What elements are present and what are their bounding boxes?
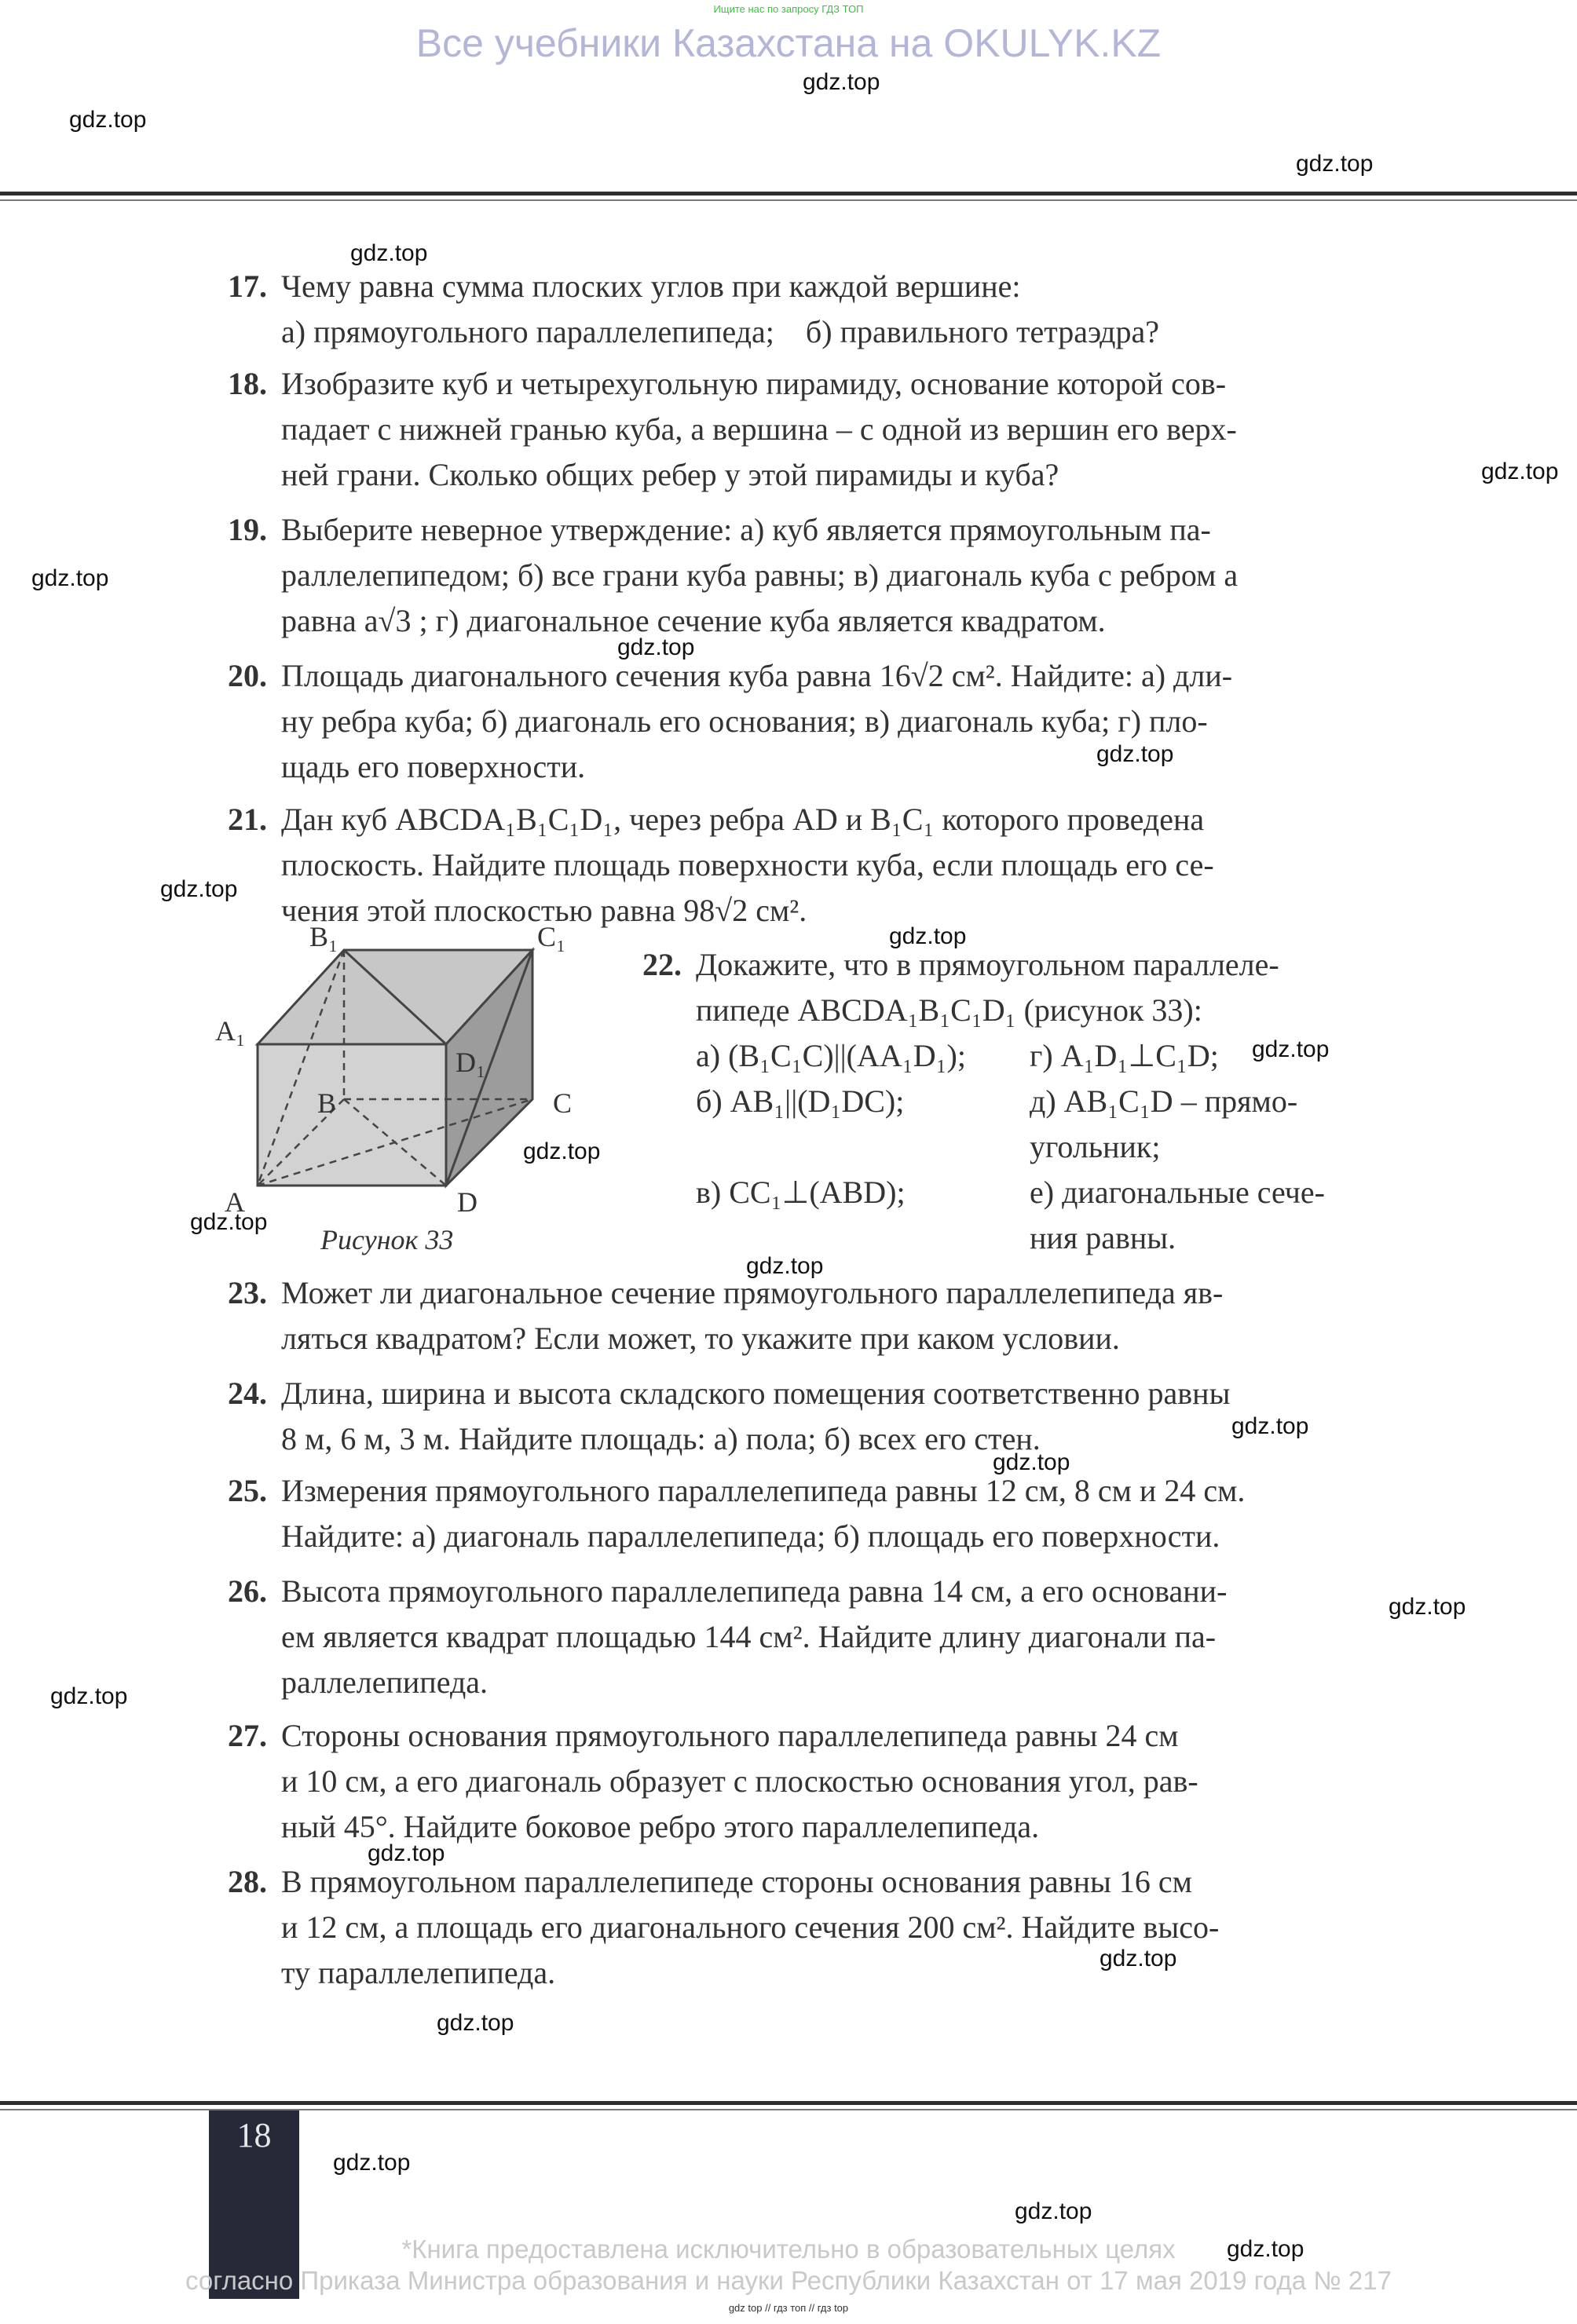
problem-number: 24. xyxy=(228,1376,267,1411)
watermark: gdz.top xyxy=(1100,1946,1177,1971)
problem-line: равна a√3 ; г) диагональное сечение куба является квадратом. xyxy=(281,603,1106,638)
figure-caption: Рисунок 33 xyxy=(320,1224,454,1255)
header-rule xyxy=(0,192,1577,195)
problem-19 xyxy=(228,507,1370,644)
problem-number: 19. xyxy=(228,512,267,547)
watermark: gdz.top xyxy=(31,565,109,591)
problem-17 xyxy=(228,264,1370,355)
label-B: B xyxy=(317,1087,337,1119)
label-A1: A₁ xyxy=(215,1015,246,1047)
watermark: gdz.top xyxy=(368,1840,445,1866)
watermark: gdz.top xyxy=(190,1209,268,1235)
problem-line: Площадь диагонального сечения куба равна 16√2 см². Найдите: а) дли- xyxy=(281,658,1233,693)
problem-line: и 12 см, а площадь его диагонального сечения 200 см². Найдите высо- xyxy=(281,1909,1220,1945)
bottom-note: gdz top // гдз топ // гдз top xyxy=(728,2302,849,2314)
watermark: gdz.top xyxy=(1096,741,1174,767)
problem-28 xyxy=(228,1859,1370,1996)
footer-note-line1: *Книга предоставлена исключительно в образовательных целях xyxy=(401,2234,1176,2264)
top-note: Ищите нас по запросу ГДЗ ТОП xyxy=(713,3,864,15)
problem-18 xyxy=(228,361,1370,498)
watermark: gdz.top xyxy=(803,69,880,95)
item: в) CC₁⊥(ABD); xyxy=(696,1175,906,1210)
problem-line: ней грани. Сколько общих ребер у этой пирамиды и куба? xyxy=(281,457,1059,492)
watermark: gdz.top xyxy=(617,634,695,660)
problem-22 xyxy=(642,942,1373,1261)
problem-line: Длина, ширина и высота складского помещения соответственно равны xyxy=(281,1376,1231,1411)
site-title[interactable]: Все учебники Казахстана на OKULYK.KZ xyxy=(415,21,1162,65)
problem-line: ный 45°. Найдите боковое ребро этого параллелепипеда. xyxy=(281,1809,1040,1844)
problem-line: Изобразите куб и четырехугольную пирамиду, основание которой сов- xyxy=(281,366,1227,401)
item: угольник; xyxy=(1030,1129,1161,1164)
problem-number: 28. xyxy=(228,1864,267,1899)
problem-line: пипеде ABCDA₁B₁C₁D₁ (рисунок 33): xyxy=(696,992,1202,1028)
watermark: gdz.top xyxy=(746,1253,824,1279)
problem-line: Высота прямоугольного параллелепипеда равна 14 см, а его основани- xyxy=(281,1573,1228,1609)
label-B1: B₁ xyxy=(309,923,338,952)
watermark: gdz.top xyxy=(1296,151,1374,177)
watermark: gdz.top xyxy=(523,1138,601,1164)
problem-line: плоскость. Найдите площадь поверхности куба, если площадь его се- xyxy=(281,847,1214,882)
watermark: gdz.top xyxy=(1231,1413,1309,1439)
problem-line: и 10 см, а его диагональ образует с плоскостью основания угол, рав- xyxy=(281,1763,1198,1799)
item: б) AB₁||(D₁DC); xyxy=(696,1083,905,1119)
footer-rule xyxy=(0,2101,1577,2105)
watermark: gdz.top xyxy=(350,240,428,266)
problem-number: 26. xyxy=(228,1573,267,1609)
problem-line: Чему равна сумма плоских углов при каждой вершине: xyxy=(281,269,1021,304)
watermark: gdz.top xyxy=(1015,2198,1092,2224)
problem-23 xyxy=(228,1270,1370,1361)
problem-line: ем является квадрат площадью 144 см². Найдите длину диагонали па- xyxy=(281,1619,1217,1654)
page-number: 18 xyxy=(236,2116,272,2154)
cube-front-face xyxy=(258,1044,446,1186)
problem-line: Измерения прямоугольного параллелепипеда равны 12 см, 8 см и 24 см. xyxy=(281,1473,1246,1508)
label-A: A xyxy=(225,1186,245,1218)
problem-line: а) прямоугольного параллелепипеда; б) правильного тетраэдра? xyxy=(281,314,1159,349)
footer-note-line2: согласно Приказа Министра образования и науки Республики Казахстан от 17 мая 2019 года № 217 xyxy=(185,2266,1392,2295)
problem-number: 25. xyxy=(228,1473,267,1508)
problem-line: Может ли диагональное сечение прямоугольного параллелепипеда яв- xyxy=(281,1275,1224,1310)
label-C1: C₁ xyxy=(537,923,566,952)
problem-24 xyxy=(228,1371,1370,1462)
problem-line: Найдите: а) диагональ параллелепипеда; б) площадь его поверхности. xyxy=(281,1518,1220,1554)
problem-line: раллелепипедом; б) все грани куба равны; в) диагональ куба с ребром a xyxy=(281,557,1239,593)
problem-line: В прямоугольном параллелепипеде стороны основания равны 16 см xyxy=(281,1864,1192,1899)
problem-26 xyxy=(228,1569,1370,1705)
problem-line: раллелепипеда. xyxy=(281,1664,488,1700)
item xyxy=(696,1124,1030,1170)
problem-number: 23. xyxy=(228,1275,267,1310)
item: ния равны. xyxy=(1030,1220,1176,1255)
problem-line: чения этой плоскостью равна 98√2 см². xyxy=(281,893,807,928)
problem-line: 8 м, 6 м, 3 м. Найдите площадь: а) пола; б) всех его стен. xyxy=(281,1421,1041,1456)
problem-line: ту параллелепипеда. xyxy=(281,1955,556,1990)
item: а) (B₁C₁C)||(AA₁D₁); xyxy=(696,1038,966,1073)
header-rule-thin xyxy=(0,199,1577,201)
item: г) A₁D₁⊥C₁D; xyxy=(1030,1038,1219,1073)
problem-number: 21. xyxy=(228,802,267,837)
watermark: gdz.top xyxy=(1389,1594,1466,1620)
problem-number: 20. xyxy=(228,658,267,693)
label-D: D xyxy=(457,1186,477,1218)
problem-25 xyxy=(228,1468,1370,1559)
watermark: gdz.top xyxy=(69,107,147,133)
watermark: gdz.top xyxy=(889,923,967,949)
watermark: gdz.top xyxy=(333,2150,411,2176)
watermark: gdz.top xyxy=(1481,459,1559,484)
problem-line: Стороны основания прямоугольного параллелепипеда равны 24 см xyxy=(281,1718,1179,1753)
problem-number: 27. xyxy=(228,1718,267,1753)
item: е) диагональные сече- xyxy=(1030,1175,1325,1210)
problem-number: 17. xyxy=(228,269,267,304)
problem-line: ну ребра куба; б) диагональ его основания; в) диагональ куба; г) пло- xyxy=(281,703,1208,739)
watermark: gdz.top xyxy=(437,2010,514,2036)
problem-21 xyxy=(228,797,1370,934)
problem-line: Дан куб ABCDA₁B₁C₁D₁, через ребра AD и B₁C₁ которого проведена xyxy=(281,802,1205,837)
problem-number: 22. xyxy=(642,947,682,982)
problem-line: Докажите, что в прямоугольном параллеле- xyxy=(696,947,1279,982)
problem-line: щадь его поверхности. xyxy=(281,749,586,784)
label-D1: D₁ xyxy=(456,1047,486,1078)
watermark: gdz.top xyxy=(1227,2236,1304,2262)
problem-number: 18. xyxy=(228,366,267,401)
problem-line: падает с нижней гранью куба, а вершина – с одной из вершин его верх- xyxy=(281,411,1237,447)
label-C: C xyxy=(553,1087,573,1119)
watermark: gdz.top xyxy=(1252,1036,1330,1062)
watermark: gdz.top xyxy=(993,1449,1070,1475)
watermark: gdz.top xyxy=(160,876,238,902)
figure-33 xyxy=(209,923,617,1272)
item: д) AB₁C₁D – прямо- xyxy=(1030,1083,1298,1119)
watermark: gdz.top xyxy=(50,1683,128,1709)
problem-line: ляться квадратом? Если может, то укажите при каком условии. xyxy=(281,1321,1120,1356)
problem-line: Выберите неверное утверждение: а) куб является прямоугольным па- xyxy=(281,512,1211,547)
problem-27 xyxy=(228,1713,1370,1850)
problem-20 xyxy=(228,653,1370,790)
